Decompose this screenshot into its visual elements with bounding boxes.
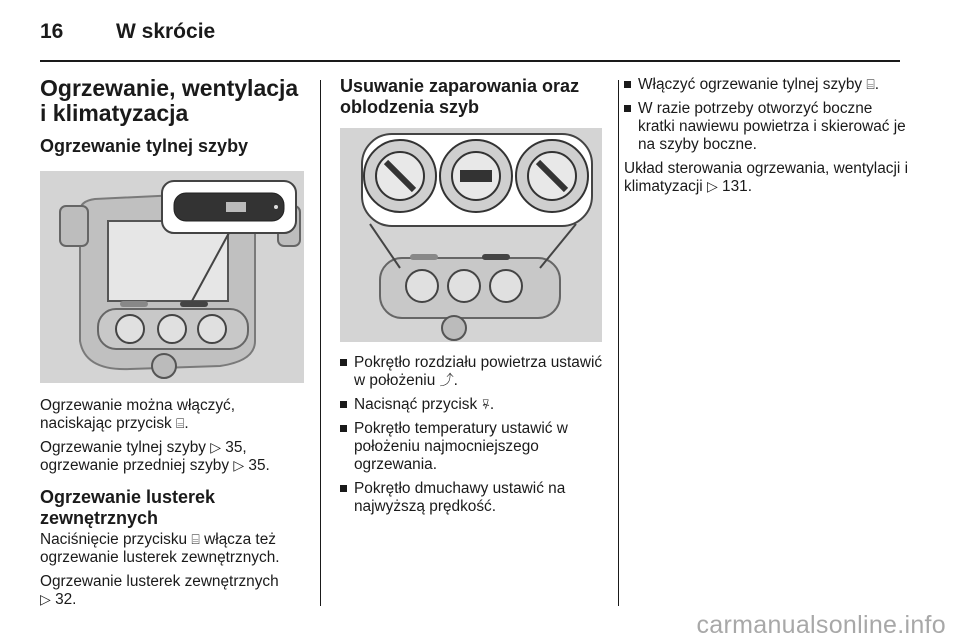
climate-control-knobs-illustration [340, 128, 602, 342]
column-3 [624, 76, 910, 202]
list-item: Nacisnąć przycisk ⍫. [340, 396, 606, 414]
dashboard-rear-window-heater-illustration [40, 171, 304, 383]
rear-window-heater-icon: ⌸ [176, 416, 185, 432]
air-distribution-windscreen-icon: ⤴ [439, 373, 454, 389]
list-item: W razie potrzeby otworzyć boczne kratki nawiewu powietrza i skierować je na szyby boczne. [624, 100, 910, 154]
column-2 [340, 76, 606, 522]
figure-rear-heater [40, 171, 304, 383]
defrost-steps [340, 354, 606, 516]
defrost-steps-continued [624, 76, 910, 154]
paragraph-climate-ref: Układ sterowania ogrzewania, wentylacji i klimatyzacji ▷ 131. [624, 160, 909, 195]
ref-arrow-icon: ▷ [40, 592, 51, 608]
list-item: Pokrętło dmuchawy ustawić na najwyższą prędkość. [340, 480, 606, 516]
section-heading-defrost: Usuwanie zaparowania oraz oblodzenia szyb [340, 76, 580, 117]
rear-window-heater-icon: ⌸ [191, 532, 200, 548]
ref-arrow-icon: ▷ [706, 179, 718, 195]
list-item: Włączyć ogrzewanie tylnej szyby ⌸. [624, 76, 910, 94]
paragraph-turn-on: Ogrzewanie można włączyć, naciskając przycisk ⌸. [40, 397, 236, 432]
paragraph-mirrors-ref: Ogrzewanie lusterek zewnętrznych ▷ 32. [40, 573, 279, 608]
page-number: 16 [40, 20, 64, 43]
figure-climate-knobs [340, 128, 602, 342]
ref-arrow-icon: ▷ [233, 458, 245, 474]
column-1 [40, 76, 308, 615]
defrost-icon: ⍫ [481, 397, 490, 413]
paragraph-mirrors: Naciśnięcie przycisku ⌸ włącza też ogrzewanie lusterek zewnętrznych. [40, 531, 280, 566]
subheading-mirrors: Ogrzewanie lusterek zewnętrznych [40, 487, 216, 528]
page-header [40, 20, 900, 60]
paragraph-references: Ogrzewanie tylnej szyby ▷ 35, ogrzewanie przedniej szyby ▷ 35. [40, 439, 270, 474]
column-divider-2 [618, 80, 619, 606]
ref-arrow-icon: ▷ [210, 440, 222, 456]
watermark: carmanualsonline.info [696, 611, 946, 639]
rear-window-heater-icon: ⌸ [866, 77, 875, 93]
list-item: Pokrętło rozdziału powietrza ustawić w położeniu ⤴. [340, 354, 606, 390]
list-item: Pokrętło temperatury ustawić w położeniu najmocniejszego ogrzewania. [340, 420, 606, 474]
header-rule [40, 60, 900, 62]
column-divider-1 [320, 80, 321, 606]
section-heading: Ogrzewanie, wentylacja i klimatyzacja [40, 75, 299, 126]
subheading-rear-window: Ogrzewanie tylnej szyby [40, 136, 249, 156]
running-title: W skrócie [116, 20, 216, 43]
